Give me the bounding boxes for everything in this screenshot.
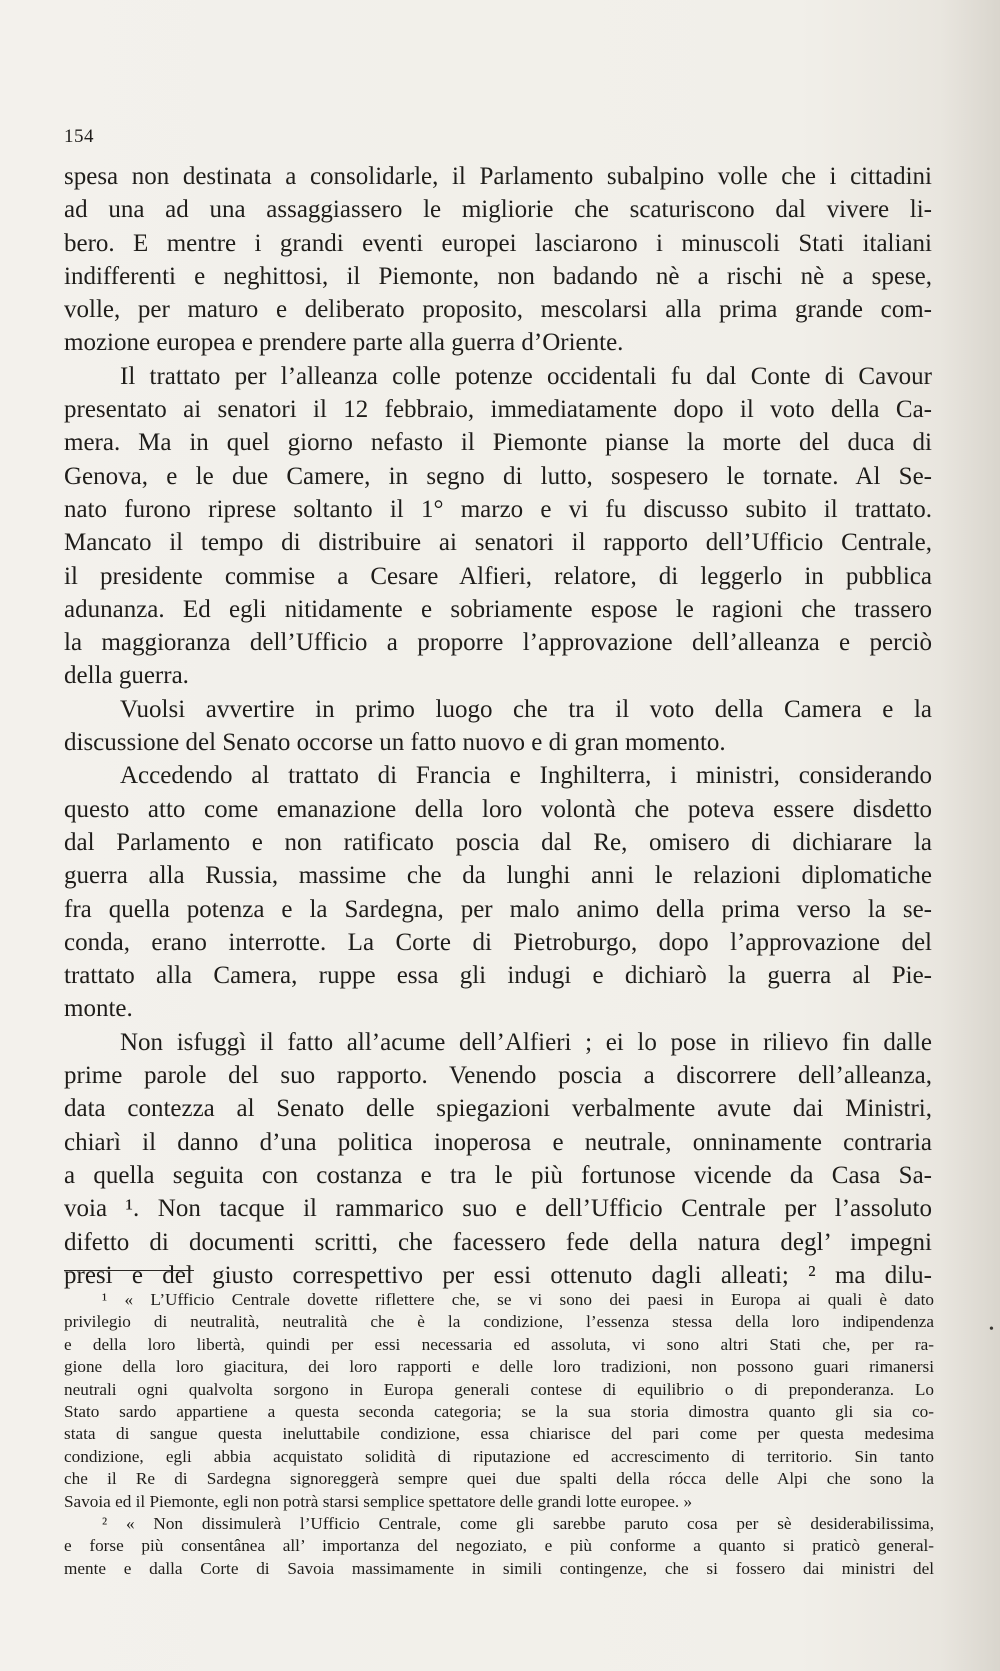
footnote-line: condizione, egli abbia acquistato solidità di riputazione ed accrescimento di territorio. Sin tanto — [64, 1446, 934, 1466]
text-line: Genova, e le due Camere, in segno di lutto, sospesero le tornate. Al Se- — [64, 462, 932, 490]
text-line: data contezza al Senato delle spiegazioni verbalmente avute dai Ministri, — [64, 1095, 932, 1123]
footnote-line: che il Re di Sardegna signoreggerà sempre quei due spalti della rócca delle Alpi che sono la — [64, 1469, 934, 1489]
text-line: guerra alla Russia, massime che da lunghi anni le relazioni diplomatiche — [64, 862, 932, 890]
text-line: mera. Ma in quel giorno nefasto il Piemonte pianse la morte del duca di — [64, 429, 932, 457]
footnote-line: mente e dalla Corte di Savoia massimamente in simili contingenze, che si fossero dai ministri del — [64, 1558, 934, 1578]
text-line: trattato alla Camera, ruppe essa gli indugi e dichiarò la guerra al Pie- — [64, 962, 932, 990]
footnote-separator-rule — [64, 1270, 194, 1271]
text-line: monte. — [64, 995, 133, 1023]
footnote-line: neutrali ogni qualvolta sorgono in Europa generali contese di equilibrio o di preponderanza. Lo — [64, 1379, 934, 1399]
text-line: fra quella potenza e la Sardegna, per malo animo della prima verso la se- — [64, 895, 932, 923]
text-line: della guerra. — [64, 662, 189, 690]
text-line: presentato ai senatori il 12 febbraio, immediatamente dopo il voto della Ca- — [64, 396, 932, 424]
margin-mark: • — [989, 1322, 994, 1337]
text-line: volle, per maturo e deliberato proposito, mescolarsi alla prima grande com- — [64, 296, 932, 324]
text-line: mozione europea e prendere parte alla guerra d’Oriente. — [64, 329, 624, 357]
text-line: presi e del giusto correspettivo per essi ottenuto dagli alleati; ² ma dilu- — [64, 1261, 932, 1289]
body-text — [64, 160, 932, 1292]
text-line: spesa non destinata a consolidarle, il Parlamento subalpino volle che i cittadini — [64, 163, 932, 190]
text-line: ad una ad una assaggiassero le migliorie che scaturiscono dal vivere li- — [64, 196, 932, 224]
text-line: Non isfuggì il fatto all’acume dell’Alfieri ; ei lo pose in rilievo fin dalle — [120, 1028, 932, 1056]
text-line: chiarì il danno d’una politica inoperosa e neutrale, onninamente contraria — [64, 1128, 932, 1156]
text-line: nato furono riprese soltanto il 1° marzo e vi fu discusso subito il trattato. — [64, 495, 932, 523]
text-line: questo atto come emanazione della loro volontà che poteva essere disdetto — [64, 795, 932, 823]
footnote-line: Stato sardo appartiene a questa seconda categoria; se la sua storia dimostra quanto gli sia co- — [64, 1401, 934, 1421]
page-number: 154 — [64, 126, 94, 147]
text-line: prime parole del suo rapporto. Venendo poscia a discorrere dell’alleanza, — [64, 1062, 932, 1090]
text-line: adunanza. Ed egli nitidamente e sobriamente espose le ragioni che trassero — [64, 595, 932, 623]
footnote-line: e della loro libertà, quindi per essi necessaria ed assoluta, vi sono altri Stati che, per ra- — [64, 1334, 934, 1354]
text-line: conda, erano interrotte. La Corte di Pietroburgo, dopo l’approvazione del — [64, 928, 932, 956]
text-line: Accedendo al trattato di Francia e Inghilterra, i ministri, considerando — [120, 762, 932, 790]
text-line: dal Parlamento e non ratificato poscia dal Re, omisero di dichiarare la — [64, 828, 932, 856]
footnote-line: ² « Non dissimulerà l’Ufficio Centrale, come gli sarebbe paruto cosa per sè desiderabilissima, — [102, 1513, 934, 1533]
text-line: difetto di documenti scritti, che facessero fede della natura degl’ impegni — [64, 1228, 932, 1256]
footnote-line: stata di sangue questa ineluttabile condizione, essa chiarisce del pari come per questa medesima — [64, 1424, 934, 1444]
text-line: indifferenti e neghittosi, il Piemonte, non badando nè a rischi nè a spese, — [64, 262, 932, 290]
text-line: bero. E mentre i grandi eventi europei lasciarono i minuscoli Stati italiani — [64, 229, 932, 257]
text-line: la maggioranza dell’Ufficio a proporre l’approvazione dell’alleanza e perciò — [64, 629, 932, 657]
footnotes — [64, 1289, 934, 1580]
text-line: Il trattato per l’alleanza colle potenze occidentali fu dal Conte di Cavour — [120, 362, 932, 390]
text-line: discussione del Senato occorse un fatto nuovo e di gran momento. — [64, 729, 726, 757]
text-line: Mancato il tempo di distribuire ai senatori il rapporto dell’Ufficio Centrale, — [64, 529, 932, 557]
text-line: voia ¹. Non tacque il rammarico suo e dell’Ufficio Centrale per l’assoluto — [64, 1195, 932, 1223]
footnote-line: ¹ « L’Ufficio Centrale dovette riflettere che, se vi sono dei paesi in Europa ai quali è dato — [102, 1290, 934, 1309]
text-line: Vuolsi avvertire in primo luogo che tra il voto della Camera e la — [120, 695, 932, 723]
footnote-line: privilegio di neutralità, neutralità che è la condizione, l’essenza stessa della loro indipendenza — [64, 1312, 934, 1332]
footnote-line: e forse più consentânea all’ importanza del negoziato, e più conforme a quanto si praticò general- — [64, 1536, 934, 1556]
text-line: a quella seguita con costanza e tra le più fortunose vicende da Casa Sa- — [64, 1161, 932, 1189]
footnote-line: Savoia ed il Piemonte, egli non potrà starsi semplice spettatore delle grandi lotte europee. » — [64, 1491, 693, 1511]
text-line: il presidente commise a Cesare Alfieri, relatore, di leggerlo in pubblica — [64, 562, 932, 590]
footnote-line: gione della loro giacitura, dei loro rapporti e delle loro tradizioni, non possono guari rimanersi — [64, 1357, 934, 1377]
